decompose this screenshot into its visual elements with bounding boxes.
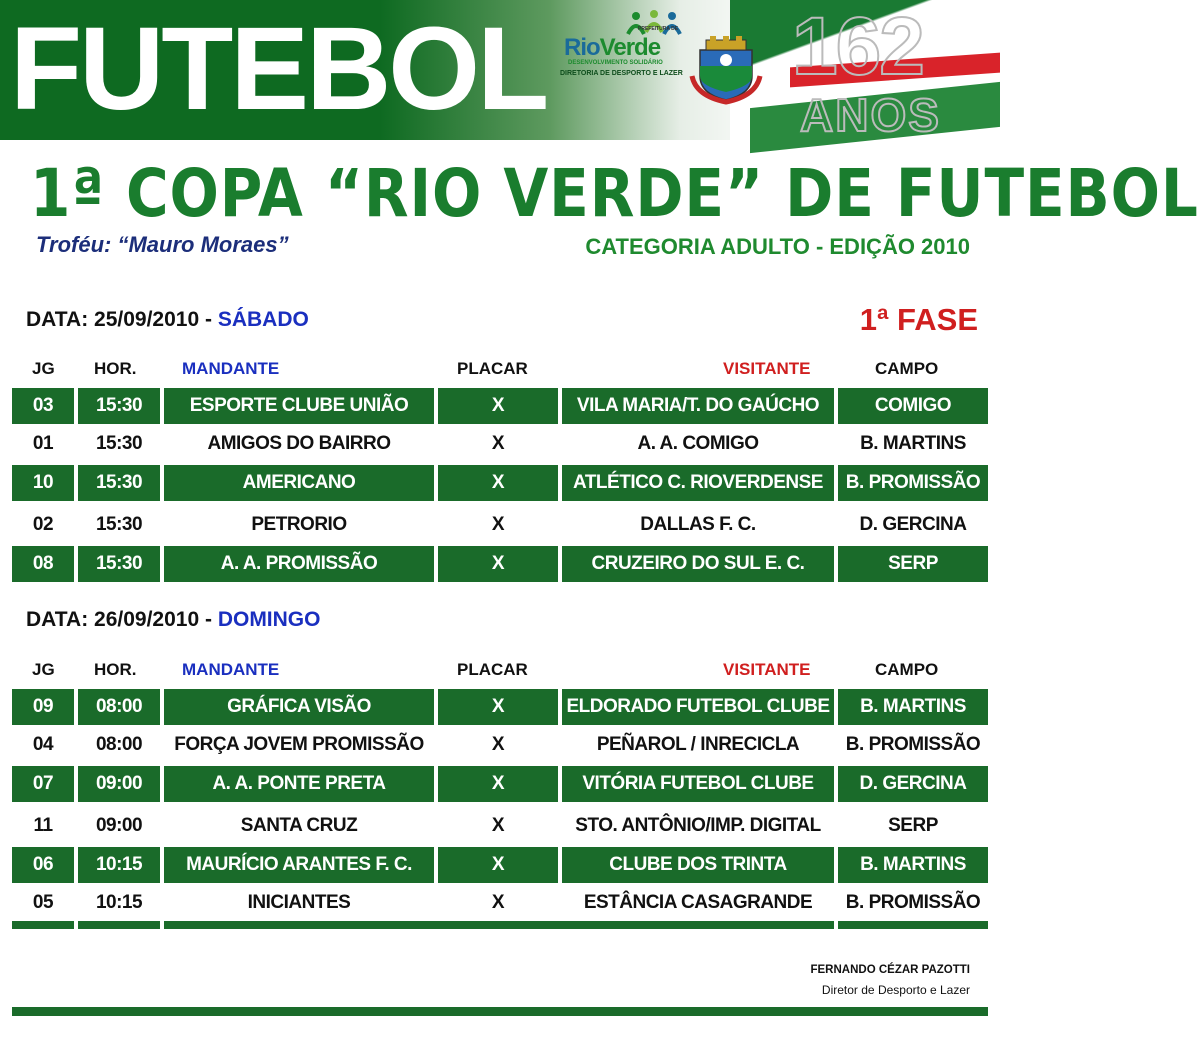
game-time: 09:00	[95, 815, 143, 836]
game-number: 10	[12, 465, 74, 501]
anniversary-label: ANOS	[800, 89, 941, 141]
logo-name	[564, 34, 660, 62]
table-row	[12, 426, 988, 462]
score: X	[438, 689, 558, 725]
away-team: DALLAS F. C.	[640, 514, 756, 535]
home-team: SANTA CRUZ	[240, 815, 358, 836]
game-time: 09:00	[78, 766, 160, 802]
game-number: 01	[32, 433, 54, 454]
away-team: CLUBE DOS TRINTA	[562, 847, 834, 883]
logo-subtitle: DESENVOLVIMENTO SOLIDÁRIO	[568, 60, 663, 66]
weekday-label: SÁBADO	[217, 308, 309, 331]
game-time: 15:30	[95, 514, 143, 535]
game-number: 07	[12, 766, 74, 802]
date-label: DATA: 26/09/2010 -	[26, 608, 218, 631]
score: X	[491, 433, 505, 454]
away-team: PEÑAROL / INRECICLA	[596, 734, 800, 755]
game-number: 09	[12, 689, 74, 725]
game-number: 04	[32, 734, 54, 755]
date-sunday	[26, 608, 320, 632]
game-time: 15:30	[78, 546, 160, 582]
game-number: 11	[33, 815, 53, 836]
logo-prefeitura: PREFEITURA DE	[638, 26, 679, 32]
home-team: FORÇA JOVEM PROMISSÃO	[174, 734, 424, 755]
col-placar: PLACAR	[457, 359, 528, 378]
score: X	[438, 766, 558, 802]
home-team: A. A. PROMISSÃO	[164, 546, 434, 582]
col-jg: JG	[32, 660, 55, 679]
score: X	[438, 546, 558, 582]
home-team: PETRORIO	[251, 514, 347, 535]
home-team: MAURÍCIO ARANTES F. C.	[164, 847, 434, 883]
home-team: ESPORTE CLUBE UNIÃO	[164, 388, 434, 424]
home-team: INICIANTES	[247, 892, 351, 913]
col-campo: CAMPO	[875, 359, 939, 378]
col-jg: JG	[32, 359, 55, 378]
footer-bar	[12, 1007, 988, 1016]
table-end-bar	[838, 921, 988, 929]
field: B. PROMISSÃO	[845, 734, 981, 755]
away-team: VILA MARIA/T. DO GAÚCHO	[562, 388, 834, 424]
trophy-name: Troféu: “Mauro Moraes”	[36, 232, 289, 257]
away-team: VITÓRIA FUTEBOL CLUBE	[562, 766, 834, 802]
field: COMIGO	[838, 388, 988, 424]
col-visitante: VISITANTE	[723, 660, 811, 679]
game-time: 15:30	[78, 388, 160, 424]
game-number: 03	[12, 388, 74, 424]
page-title: FUTEBOL	[10, 3, 547, 135]
game-time: 15:30	[78, 465, 160, 501]
score: X	[438, 465, 558, 501]
signature-name: FERNANDO CÉZAR PAZOTTI	[810, 964, 970, 976]
weekday-label: DOMINGO	[217, 608, 321, 631]
anniversary-number: 162	[792, 1, 923, 92]
col-mandante: MANDANTE	[182, 660, 280, 679]
col-mandante: MANDANTE	[182, 359, 280, 378]
table-row	[12, 766, 988, 802]
field: B. PROMISSÃO	[845, 892, 981, 913]
game-time: 10:15	[78, 847, 160, 883]
field: D. GERCINA	[859, 514, 967, 535]
table-row	[12, 507, 988, 543]
home-team: A. A. PONTE PRETA	[164, 766, 434, 802]
game-time: 08:00	[95, 734, 143, 755]
table-end-bar	[78, 921, 160, 929]
field: SERP	[888, 815, 938, 836]
field: B. MARTINS	[838, 847, 988, 883]
table-row	[12, 885, 988, 921]
date-saturday	[26, 308, 309, 332]
game-number: 08	[12, 546, 74, 582]
score: X	[491, 815, 505, 836]
game-number: 02	[32, 514, 54, 535]
game-number: 05	[32, 892, 54, 913]
game-number: 06	[12, 847, 74, 883]
table-row	[12, 689, 988, 725]
col-visitante: VISITANTE	[723, 359, 811, 378]
date-label: DATA: 25/09/2010 -	[26, 308, 218, 331]
phase-label: 1ª FASE	[859, 302, 978, 337]
col-hor: HOR.	[94, 359, 137, 378]
away-team: ESTÂNCIA CASAGRANDE	[583, 892, 813, 913]
logo-name-rio: Rio	[564, 34, 600, 61]
logo-name-verde: Verde	[599, 34, 661, 61]
table-row	[12, 727, 988, 763]
logo-department: DIRETORIA DE DESPORTO E LAZER	[560, 70, 683, 77]
score: X	[491, 892, 505, 913]
game-time: 10:15	[95, 892, 143, 913]
home-team: AMERICANO	[164, 465, 434, 501]
away-team: ATLÉTICO C. RIOVERDENSE	[562, 465, 834, 501]
field: B. MARTINS	[838, 689, 988, 725]
field: B. PROMISSÃO	[838, 465, 988, 501]
field: B. MARTINS	[860, 433, 966, 454]
signature-role: Diretor de Desporto e Lazer	[821, 983, 970, 997]
table-row	[12, 465, 988, 501]
category-edition: CATEGORIA ADULTO - EDIÇÃO 2010	[585, 234, 970, 259]
away-team: A. A. COMIGO	[637, 433, 759, 454]
score: X	[438, 388, 558, 424]
game-time: 15:30	[95, 433, 143, 454]
table-end-bar	[12, 921, 74, 929]
score: X	[491, 734, 505, 755]
table-end-bar	[164, 921, 834, 929]
table-row	[12, 388, 988, 424]
table-row	[12, 546, 988, 582]
competition-title: 1ª COPA “RIO VERDE” DE FUTEBOL	[30, 155, 1199, 232]
table-row	[12, 847, 988, 883]
table-row	[12, 808, 988, 844]
home-team: AMIGOS DO BAIRRO	[207, 433, 391, 454]
score: X	[491, 514, 505, 535]
col-campo: CAMPO	[875, 660, 939, 679]
away-team: STO. ANTÔNIO/IMP. DIGITAL	[575, 815, 821, 836]
field: D. GERCINA	[838, 766, 988, 802]
score: X	[438, 847, 558, 883]
city-crest-icon	[692, 36, 760, 102]
game-time: 08:00	[78, 689, 160, 725]
away-team: CRUZEIRO DO SUL E. C.	[562, 546, 834, 582]
col-hor: HOR.	[94, 660, 137, 679]
away-team: ELDORADO FUTEBOL CLUBE	[562, 689, 834, 725]
rio-verde-logo	[560, 8, 690, 78]
field: SERP	[838, 546, 988, 582]
col-placar: PLACAR	[457, 660, 528, 679]
home-team: GRÁFICA VISÃO	[164, 689, 434, 725]
